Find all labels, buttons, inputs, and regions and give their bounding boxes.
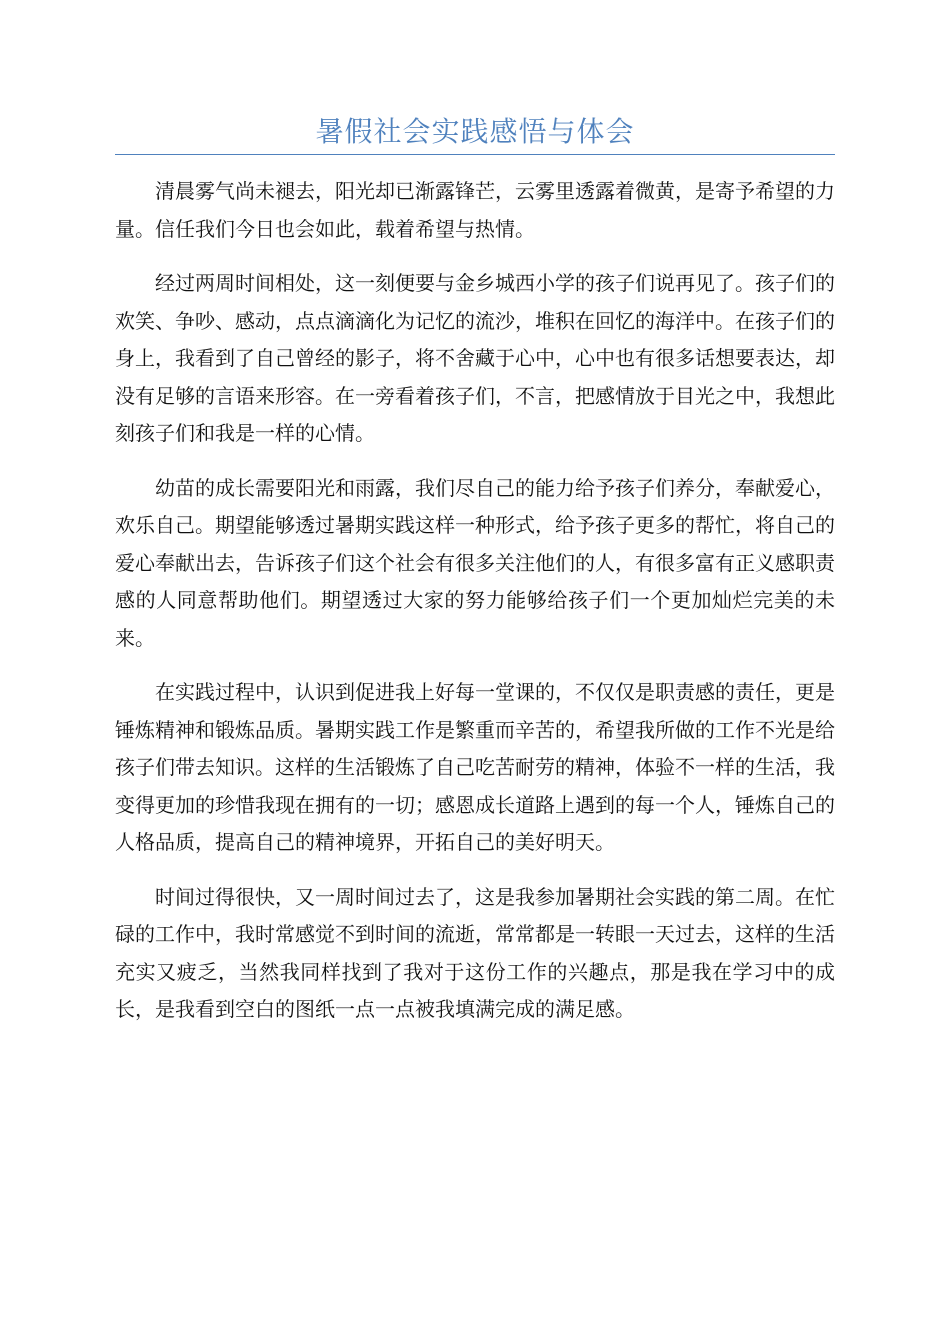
paragraph-5: 时间过得很快，又一周时间过去了，这是我参加暑期社会实践的第二周。在忙碌的工作中，我时常感觉不到时间的流逝，常常都是一转眼一天过去，这样的生活充实又疲乏，当然我同样找到了我对于这份工作的兴趣点，那是我在学习中的成长，是我看到空白的图纸一点一点被我填满完成的满足感。 (115, 884, 835, 1021)
paragraph-1: 清晨雾气尚未褪去，阳光却已渐露锋芒，云雾里透露着微黄，是寄予希望的力量。信任我们今日也会如此，载着希望与热情。 (115, 179, 835, 241)
paragraph-4: 在实践过程中，认识到促进我上好每一堂课的，不仅仅是职责感的责任，更是锤炼精神和锻炼品质。暑期实践工作是繁重而辛苦的，希望我所做的工作不光是给孩子们带去知识。这样的生活锻炼了自己吃苦耐劳的精神，体验不一样的生活，我变得更加的珍惜我现在拥有的一切；感恩成长道路上遇到的每一个人，锤炼自己的人格品质，提高自己的精神境界，开拓自己的美好明天。 (115, 680, 835, 854)
paragraph-2: 经过两周时间相处，这一刻便要与金乡城西小学的孩子们说再见了。孩子们的欢笑、争吵、感动，点点滴滴化为记忆的流沙，堆积在回忆的海洋中。在孩子们的身上，我看到了自己曾经的影子，将不舍藏于心中，心中也有很多话想要表达，却没有足够的言语来形容。在一旁看着孩子们，不言，把感情放于目光之中，我想此刻孩子们和我是一样的心情。 (115, 271, 835, 445)
document-body (115, 173, 835, 1046)
title-underline (115, 154, 835, 155)
paragraph-3: 幼苗的成长需要阳光和雨露，我们尽自己的能力给予孩子们养分，奉献爱心，欢乐自己。期望能够透过暑期实践这样一种形式，给予孩子更多的帮忙，将自己的爱心奉献出去，告诉孩子们这个社会有很多关注他们的人，有很多富有正义感职责感的人同意帮助他们。期望透过大家的努力能够给孩子们一个更加灿烂完美的未来。 (115, 475, 835, 650)
document-title: 暑假社会实践感悟与体会 (315, 115, 635, 148)
